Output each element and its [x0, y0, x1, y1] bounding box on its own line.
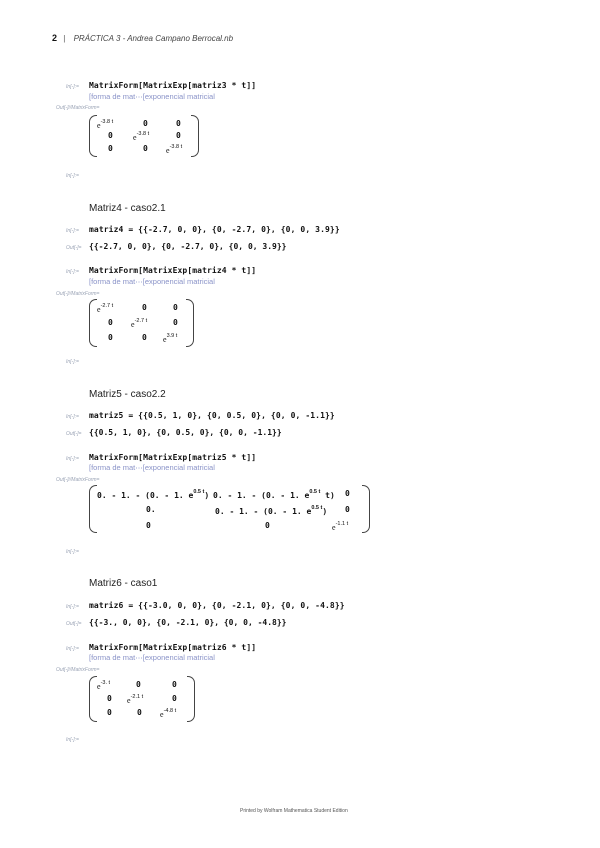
- matrix-cell: 0. - 1. - (0. - 1. $e^{0.5 t}$ t): [213, 489, 335, 500]
- matrix-cell: 0: [146, 521, 151, 530]
- matrix-cell: 0: [136, 680, 141, 689]
- output-cell: {{-3., 0, 0}, {0, -2.1, 0}, {0, 0, -4.8}}: [89, 618, 287, 627]
- in-label: In[-]:=: [66, 549, 79, 555]
- section-title: Matriz5 - caso2.2: [89, 389, 166, 400]
- right-paren: [362, 485, 370, 533]
- left-paren: [89, 115, 97, 157]
- page-footer: Printed by Wolfram Mathematica Student Edition: [240, 808, 348, 814]
- matrix-cell: 0: [137, 708, 142, 717]
- out-label: Out[-]=: [66, 621, 82, 627]
- matrix-cell: 0. - 1. - (0. - 1. $e^{0.5 t}$): [97, 489, 210, 500]
- document-title: PRÁCTICA 3 - Andrea Campano Berrocal.nb: [73, 34, 234, 43]
- right-paren: [191, 115, 199, 157]
- left-paren: [89, 485, 97, 533]
- section-title: Matriz4 - caso2.1: [89, 203, 166, 214]
- out-matrixform-label: Out[-]//MatrixForm=: [56, 291, 100, 297]
- matrix-cell: $e^{-3.8 t}$: [97, 119, 114, 130]
- syntax-hint: [forma de mat⋯[exponencial matricial: [89, 277, 215, 286]
- matrix-cell: $e^{-1.1 t}$: [332, 521, 349, 532]
- matrix-cell: 0: [265, 521, 270, 530]
- matrix-cell: 0: [142, 333, 147, 342]
- matrix-cell: $e^{-2.1 t}$: [127, 694, 144, 705]
- matrix-cell: 0: [176, 131, 181, 140]
- matrix-cell: 0: [143, 119, 148, 128]
- output-cell: {{0.5, 1, 0}, {0, 0.5, 0}, {0, 0, -1.1}}: [89, 428, 282, 437]
- in-label: In[-]:=: [66, 269, 79, 275]
- input-cell[interactable]: matriz6 = {{-3.0, 0, 0}, {0, -2.1, 0}, {0, 0, -4.8}}: [89, 601, 345, 610]
- syntax-hint: [forma de mat⋯[exponencial matricial: [89, 92, 215, 101]
- input-cell[interactable]: MatrixForm[MatrixExp[matriz4 * t]]: [89, 266, 257, 275]
- matrix-cell: 0: [142, 303, 147, 312]
- matrix-cell: 0: [107, 708, 112, 717]
- page-number: 2: [52, 33, 58, 43]
- matrix-cell: $e^{-3. t}$: [97, 680, 111, 691]
- in-label: In[-]:=: [66, 359, 79, 365]
- in-label: In[-]:=: [66, 414, 79, 420]
- in-label: In[-]:=: [66, 173, 79, 179]
- matrix-cell: 0: [173, 318, 178, 327]
- input-cell[interactable]: matriz5 = {{0.5, 1, 0}, {0, 0.5, 0}, {0, 0, -1.1}}: [89, 411, 335, 420]
- syntax-hint: [forma de mat⋯[exponencial matricial: [89, 463, 215, 472]
- matrix-cell: 0: [108, 318, 113, 327]
- matrix-cell: 0: [176, 119, 181, 128]
- matrix-cell: 0: [345, 489, 350, 498]
- output-cell: {{-2.7, 0, 0}, {0, -2.7, 0}, {0, 0, 3.9}}: [89, 242, 287, 251]
- header-separator: |: [63, 34, 66, 43]
- matrix-cell: $e^{-3.8 t}$: [133, 131, 150, 142]
- in-label: In[-]:=: [66, 228, 79, 234]
- matrix-cell: 0: [345, 505, 350, 514]
- matrix-cell: 0: [107, 694, 112, 703]
- page-header: [52, 33, 233, 43]
- left-paren: [89, 299, 97, 347]
- matrix-cell: $e^{-3.8 t}$: [166, 144, 183, 155]
- left-paren: [89, 676, 97, 722]
- out-matrixform-label: Out[-]//MatrixForm=: [56, 105, 100, 111]
- syntax-hint: [forma de mat⋯[exponencial matricial: [89, 653, 215, 662]
- matrix-cell: $e^{-2.7 t}$: [131, 318, 148, 329]
- right-paren: [186, 299, 194, 347]
- in-label: In[-]:=: [66, 456, 79, 462]
- in-label: In[-]:=: [66, 737, 79, 743]
- input-cell[interactable]: MatrixForm[MatrixExp[matriz5 * t]]: [89, 453, 257, 462]
- matrix-cell: $e^{-2.7 t}$: [97, 303, 114, 314]
- section-title: Matriz6 - caso1: [89, 578, 158, 589]
- matrix-cell: 0: [108, 144, 113, 153]
- matrix-cell: $e^{-4.8 t}$: [160, 708, 177, 719]
- matrix-cell: 0: [108, 131, 113, 140]
- out-matrixform-label: Out[-]//MatrixForm=: [56, 667, 100, 673]
- in-label: In[-]:=: [66, 604, 79, 610]
- matrix-cell: 0: [108, 333, 113, 342]
- matrix-cell: 0: [143, 144, 148, 153]
- out-label: Out[-]=: [66, 245, 82, 251]
- input-cell[interactable]: MatrixForm[MatrixExp[matriz3 * t]]: [89, 81, 257, 90]
- right-paren: [187, 676, 195, 722]
- out-label: Out[-]=: [66, 431, 82, 437]
- matrix-cell: 0: [172, 680, 177, 689]
- matrix-cell: 0. - 1. - (0. - 1. $e^{0.5 t}$): [215, 505, 328, 516]
- input-cell[interactable]: MatrixForm[MatrixExp[matriz6 * t]]: [89, 643, 257, 652]
- in-label: In[-]:=: [66, 84, 79, 90]
- in-label: In[-]:=: [66, 646, 79, 652]
- matrix-cell: 0: [172, 694, 177, 703]
- out-matrixform-label: Out[-]//MatrixForm=: [56, 477, 100, 483]
- input-cell[interactable]: matriz4 = {{-2.7, 0, 0}, {0, -2.7, 0}, {0, 0, 3.9}}: [89, 225, 340, 234]
- matrix-cell: $e^{3.9 t}$: [163, 333, 178, 344]
- matrix-cell: 0: [173, 303, 178, 312]
- matrix-cell: 0.: [146, 505, 156, 514]
